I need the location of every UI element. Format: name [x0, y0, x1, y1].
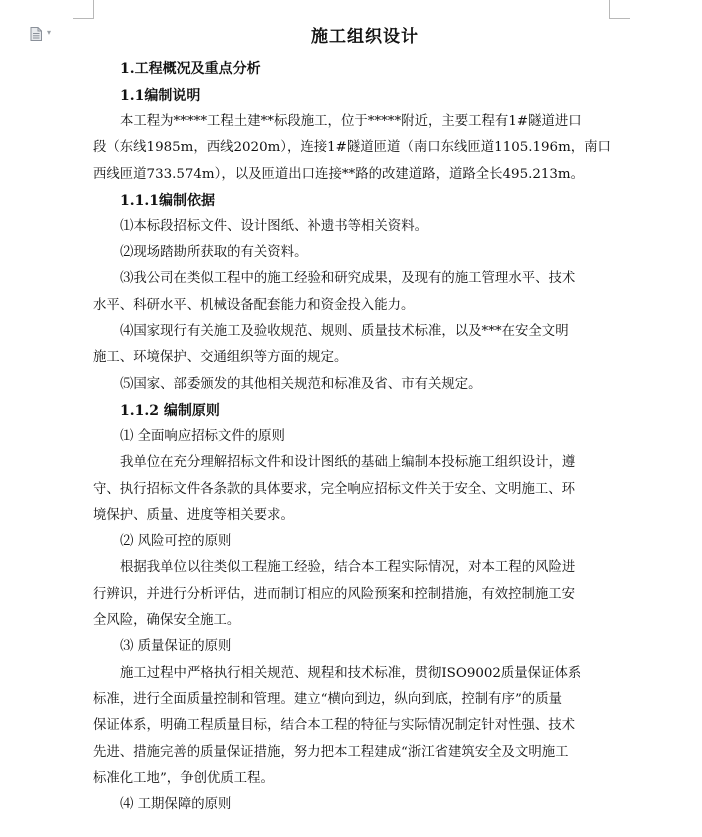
principle-heading: ⑷ 工期保障的原则 [120, 797, 232, 813]
basis-item [120, 240, 610, 266]
margin-mark-right-vertical [609, 0, 610, 18]
principle-line: 境保护、质量、进度等相关要求。 [93, 507, 294, 523]
principle-line: 行辨识，并进行分析评估，进而制订相应的风险预案和控制措施，有效控制施工安 [93, 586, 576, 602]
principle-line: 施工过程中严格执行相关规范、规程和技术标准，贯彻ISO9002质量保证体系 [120, 665, 582, 681]
principle-paragraph [93, 450, 610, 529]
margin-mark-left-vertical [93, 0, 94, 18]
principle-line: 全风险，确保安全施工。 [93, 613, 241, 629]
intro-paragraph [93, 109, 611, 188]
section-heading-1-1: 1.1编制说明 [120, 88, 201, 104]
margin-mark-left-horizontal [73, 18, 94, 19]
intro-line: 西线匝道733.574m），以及匝道出口连接**路的改建道路，道路全长495.213m。 [93, 166, 584, 182]
principle-heading: ⑴ 全面响应招标文件的原则 [120, 428, 285, 444]
principle-line: 根据我单位以往类似工程施工经验，结合本工程实际情况，对本工程的风险进 [120, 560, 576, 576]
basis-item [93, 266, 610, 319]
basis-item-line: ⑸国家、部委颁发的其他相关规范和标准及省、市有关规定。 [120, 376, 482, 392]
principle-line: 我单位在充分理解招标文件和设计图纸的基础上编制本投标施工组织设计，遵 [120, 455, 576, 471]
principle-heading: ⑶ 质量保证的原则 [120, 639, 232, 655]
margin-mark-right-horizontal [609, 18, 630, 19]
document-title: 施工组织设计 [311, 27, 419, 47]
principle-line: 先进、措施完善的质量保证措施，努力把本工程建成“浙江省建筑安全及文明施工 [93, 744, 569, 760]
principle-heading: ⑵ 风险可控的原则 [120, 534, 232, 550]
chevron-down-icon[interactable]: ▾ [47, 28, 52, 37]
basis-item-line: ⑶我公司在类似工程中的施工经验和研究成果，及现有的施工管理水平、技术 [120, 271, 576, 287]
basis-item [93, 319, 610, 372]
principle-paragraph [93, 555, 610, 634]
basis-item-line: ⑴本标段招标文件、设计图纸、补遗书等相关资料。 [120, 218, 428, 234]
document-body[interactable] [93, 18, 611, 818]
principle-paragraph [93, 661, 610, 792]
basis-item-line: ⑷国家现行有关施工及验收规范、规则、质量技术标准，以及***在安全文明 [120, 324, 569, 340]
intro-line: 本工程为*****工程土建**标段施工，位于*****附近，主要工程有1#隧道进口 [120, 114, 582, 129]
basis-item-line: 水平、科研水平、机械设备配套能力和资金投入能力。 [93, 297, 415, 313]
principle-line: 标准化工地”，争创优质工程。 [93, 770, 274, 786]
principle-line: 标准，进行全面质量控制和管理。建立“横向到边，纵向到底，控制有序”的质量 [93, 691, 562, 707]
principle-line: 保证体系，明确工程质量目标，结合本工程的特征与实际情况制定针对性强、技术 [93, 718, 576, 734]
basis-item-line: ⑵现场踏勘所获取的有关资料。 [120, 245, 308, 261]
basis-item [120, 372, 610, 398]
basis-item-line: 施工、环境保护、交通组织等方面的规定。 [93, 350, 348, 366]
section-heading-1-1-2: 1.1.2 编制原则 [120, 402, 220, 419]
basis-item [120, 214, 610, 240]
section-heading-1: 1.工程概况及重点分析 [120, 61, 261, 77]
principle-line: 守、执行招标文件各条款的具体要求，完全响应招标文件关于安全、文明施工、环 [93, 481, 576, 497]
document-icon[interactable] [30, 27, 42, 41]
section-heading-1-1-1: 1.1.1编制依据 [120, 192, 215, 209]
intro-line: 段（东线1985m，西线2020m），连接1#隧道匝道（南口东线匝道1105.196m，南口 [93, 140, 611, 156]
